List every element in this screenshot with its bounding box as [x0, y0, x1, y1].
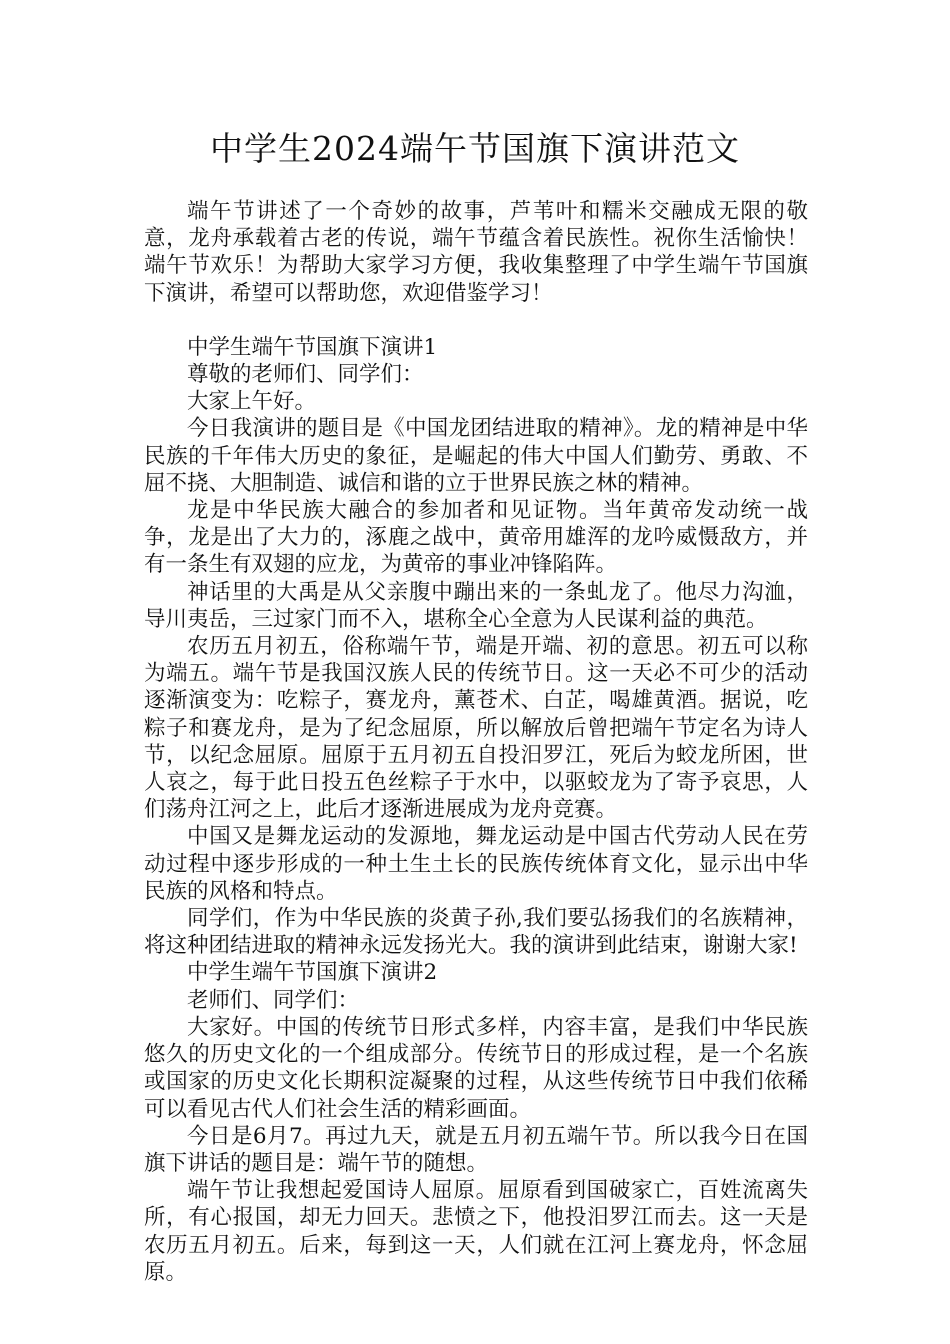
greeting: 大家上午好。	[187, 389, 317, 415]
body-paragraph: 龙是中华民族大融合的参加者和见证物。当年黄帝发动统一战争，龙是出了大力的，涿鹿之战中，黄帝用雄浑的龙吟威慑敌方，并有一条生有双翅的应龙，为黄帝的事业冲锋陷阵。	[144, 498, 808, 578]
intro-paragraph: 端午节讲述了一个奇妙的故事，芦苇叶和糯米交融成无限的敬意，龙舟承载着古老的传说，端午节蕴含着民族性。祝你生活愉快！端午节欢乐！为帮助大家学习方便，我收集整理了中学生端午节国旗下演讲，希望可以帮助您，欢迎借鉴学习！	[144, 199, 808, 306]
body-paragraph: 大家好。中国的传统节日形式多样，内容丰富，是我们中华民族悠久的历史文化的一个组成部分。传统节日的形成过程，是一个名族或国家的历史文化长期积淀凝聚的过程，从这些传统节日中我们依稀可以看见古代人们社会生活的精彩画面。	[144, 1014, 808, 1122]
body-paragraph: 今日是6月7。再过九天，就是五月初五端午节。所以我今日在国旗下讲话的题目是：端午节的随想。	[144, 1123, 808, 1176]
body-paragraph: 今日我演讲的题目是《中国龙团结进取的精神》。龙的精神是中华民族的千年伟大历史的象征，是崛起的伟大中国人们勤劳、勇敢、不屈不挠、大胆制造、诚信和谐的立于世界民族之林的精神。	[144, 416, 808, 496]
body-paragraph: 同学们，作为中华民族的炎黄子孙,我们要弘扬我们的名族精神，将这种团结进取的精神永远发扬光大。我的演讲到此结束，谢谢大家!	[144, 906, 808, 959]
body-paragraph: 端午节让我想起爱国诗人屈原。屈原看到国破家亡，百姓流离失所，有心报国，却无力回天。悲愤之下，他投汨罗江而去。这一天是农历五月初五。后来，每到这一天，人们就在江河上赛龙舟，怀念屈原。	[144, 1178, 808, 1285]
salutation: 老师们、同学们：	[187, 987, 360, 1013]
section-heading-2: 中学生端午节国旗下演讲2	[187, 960, 438, 986]
body-paragraph: 神话里的大禹是从父亲腹中蹦出来的一条虬龙了。他尽力沟洫，导川夷岳，三过家门而不入，堪称全心全意为人民谋利益的典范。	[144, 579, 808, 632]
document-title: 中学生2024端午节国旗下演讲范文	[210, 129, 740, 168]
body-paragraph: 中国又是舞龙运动的发源地，舞龙运动是中国古代劳动人民在劳动过程中逐步形成的一种土生土长的民族传统体育文化，显示出中华民族的风格和特点。	[144, 824, 808, 904]
salutation: 尊敬的老师们、同学们：	[187, 362, 424, 388]
body-paragraph: 农历五月初五，俗称端午节，端是开端、初的意思。初五可以称为端五。端午节是我国汉族人民的传统节日。这一天必不可少的活动逐渐演变为：吃粽子，赛龙舟，薰苍术、白芷，喝雄黄酒。据说，吃粽子和赛龙舟，是为了纪念屈原，所以解放后曾把端午节定名为诗人节，以纪念屈原。屈原于五月初五自投汨罗江，死后为蛟龙所困，世人哀之，每于此日投五色丝粽子于水中，以驱蛟龙为了寄予哀思，人们荡舟江河之上，此后才逐渐进展成为龙舟竞赛。	[144, 634, 808, 823]
section-heading-1: 中学生端午节国旗下演讲1	[187, 334, 438, 360]
document-body	[144, 198, 808, 1286]
